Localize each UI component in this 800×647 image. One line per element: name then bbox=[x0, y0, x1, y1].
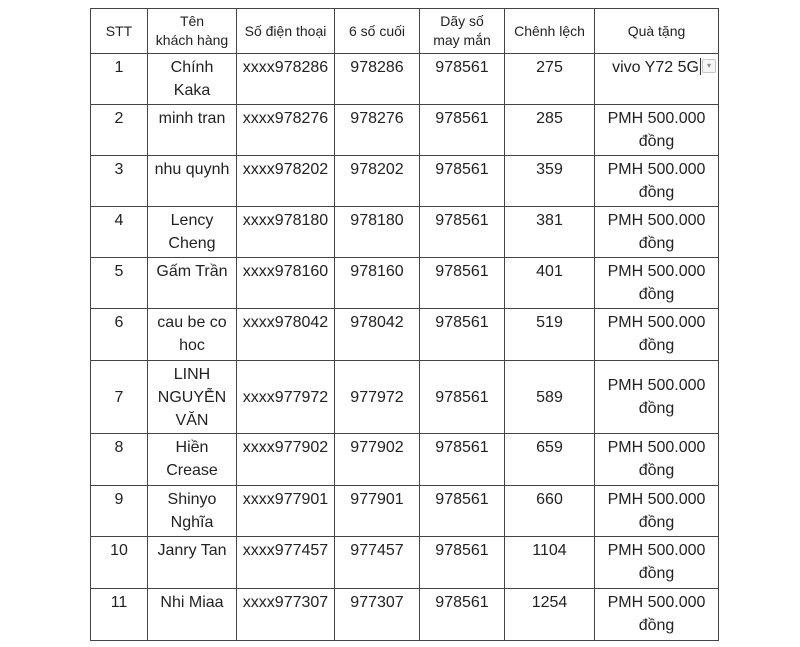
cell-lucky-number: 978561 bbox=[420, 361, 505, 434]
cell-phone: xxxx978042 bbox=[237, 309, 335, 361]
cell-customer-name-line: LINH bbox=[173, 366, 211, 383]
cell-gift bbox=[595, 258, 719, 309]
cell-last-six-digits: 977457 bbox=[335, 537, 420, 589]
cell-last-six-digits: 978202 bbox=[335, 156, 420, 207]
cell-gift-line: PMH 500.000 bbox=[607, 161, 706, 178]
cell-gift-line: PMH 500.000 bbox=[607, 491, 706, 508]
cell-difference: 659 bbox=[505, 434, 595, 486]
cell-difference: 381 bbox=[505, 207, 595, 258]
cell-difference: 660 bbox=[505, 486, 595, 537]
table-row bbox=[91, 207, 719, 258]
cell-gift-line: PMH 500.000 bbox=[607, 439, 706, 456]
cell-stt: 6 bbox=[91, 309, 148, 361]
cell-customer-name bbox=[148, 105, 237, 156]
table-row bbox=[91, 105, 719, 156]
cell-gift-line: đồng bbox=[638, 133, 675, 150]
cell-gift-line: PMH 500.000 bbox=[607, 314, 706, 331]
cell-lucky-number: 978561 bbox=[420, 486, 505, 537]
cell-customer-name-line: Nghĩa bbox=[170, 514, 214, 531]
cell-lucky-number: 978561 bbox=[420, 589, 505, 641]
cell-difference: 1104 bbox=[505, 537, 595, 589]
cell-lucky-number: 978561 bbox=[420, 54, 505, 105]
cell-phone: xxxx977972 bbox=[237, 361, 335, 434]
cell-gift-line: PMH 500.000 bbox=[607, 377, 706, 394]
cell-lucky-number: 978561 bbox=[420, 258, 505, 309]
cell-phone: xxxx978276 bbox=[237, 105, 335, 156]
cell-last-six-digits: 977972 bbox=[335, 361, 420, 434]
cell-gift-line: đồng bbox=[638, 514, 675, 531]
cell-customer-name-line: minh tran bbox=[158, 110, 226, 127]
cell-gift bbox=[595, 105, 719, 156]
cell-customer-name-line: nhu quynh bbox=[154, 161, 230, 178]
cell-gift-line: vivo Y72 5G bbox=[612, 59, 699, 76]
cell-customer-name-line: NGUYỄN bbox=[157, 389, 227, 406]
table-row bbox=[91, 537, 719, 589]
cell-last-six-digits: 978042 bbox=[335, 309, 420, 361]
cell-gift-line: đồng bbox=[638, 286, 675, 303]
text-cursor bbox=[700, 58, 701, 75]
header-lucky-number bbox=[420, 9, 505, 54]
cell-lucky-number: 978561 bbox=[420, 434, 505, 486]
header-row bbox=[91, 9, 719, 54]
cell-gift bbox=[595, 589, 719, 641]
winners-table bbox=[90, 8, 719, 641]
cell-gift-line: đồng bbox=[638, 565, 675, 582]
cell-lucky-number: 978561 bbox=[420, 207, 505, 258]
cell-gift-line: đồng bbox=[638, 617, 675, 634]
table-row bbox=[91, 54, 719, 105]
cell-stt: 5 bbox=[91, 258, 148, 309]
table-header bbox=[91, 9, 719, 54]
cell-customer-name-line: Kaka bbox=[173, 82, 211, 99]
cell-difference: 519 bbox=[505, 309, 595, 361]
cell-difference: 401 bbox=[505, 258, 595, 309]
cell-stt: 11 bbox=[91, 589, 148, 641]
cell-phone: xxxx978286 bbox=[237, 54, 335, 105]
header-difference: Chênh lệch bbox=[505, 9, 595, 54]
cell-last-six-digits: 978180 bbox=[335, 207, 420, 258]
cell-gift-line: PMH 500.000 bbox=[607, 542, 706, 559]
cell-last-six-digits: 978276 bbox=[335, 105, 420, 156]
cell-difference: 285 bbox=[505, 105, 595, 156]
cell-lucky-number: 978561 bbox=[420, 156, 505, 207]
header-lucky-number-line1: Dãy số bbox=[440, 13, 484, 29]
cell-customer-name bbox=[148, 309, 237, 361]
cell-phone: xxxx978202 bbox=[237, 156, 335, 207]
cell-customer-name-line: Nhi Miaa bbox=[160, 594, 224, 611]
cell-gift bbox=[595, 434, 719, 486]
cell-gift-line: đồng bbox=[638, 184, 675, 201]
cell-gift-line: PMH 500.000 bbox=[607, 263, 706, 280]
cell-difference: 1254 bbox=[505, 589, 595, 641]
cell-gift-line: đồng bbox=[638, 337, 675, 354]
cell-gift-line: đồng bbox=[638, 400, 675, 417]
cell-customer-name-line: Janry Tan bbox=[157, 542, 227, 559]
cell-stt: 1 bbox=[91, 54, 148, 105]
header-lucky-number-line2: may mắn bbox=[433, 32, 491, 48]
cell-gift bbox=[595, 156, 719, 207]
cell-gift-line: PMH 500.000 bbox=[607, 110, 706, 127]
cell-customer-name-line: cau be co bbox=[157, 314, 227, 331]
cell-customer-name bbox=[148, 54, 237, 105]
cell-stt: 4 bbox=[91, 207, 148, 258]
cell-customer-name bbox=[148, 434, 237, 486]
cell-customer-name bbox=[148, 486, 237, 537]
cell-customer-name-line: Cheng bbox=[168, 235, 216, 252]
cell-difference: 589 bbox=[505, 361, 595, 434]
table-row bbox=[91, 258, 719, 309]
header-stt: STT bbox=[91, 9, 148, 54]
cell-customer-name-line: Chính bbox=[170, 59, 214, 76]
cell-customer-name bbox=[148, 156, 237, 207]
cell-customer-name-line: Shinyo bbox=[167, 491, 217, 508]
cell-customer-name bbox=[148, 589, 237, 641]
cell-last-six-digits: 977901 bbox=[335, 486, 420, 537]
table-body bbox=[91, 54, 719, 641]
cell-customer-name-line: Gấm Trần bbox=[156, 263, 228, 280]
table-row bbox=[91, 361, 719, 434]
cell-lucky-number: 978561 bbox=[420, 105, 505, 156]
table-row bbox=[91, 309, 719, 361]
cell-customer-name-line: Hiền bbox=[175, 439, 209, 456]
cell-phone: xxxx977902 bbox=[237, 434, 335, 486]
cell-customer-name bbox=[148, 258, 237, 309]
header-last-six-digits: 6 số cuối bbox=[335, 9, 420, 54]
cell-gift bbox=[595, 486, 719, 537]
cell-gift bbox=[595, 361, 719, 434]
header-customer-name-line2: khách hàng bbox=[155, 32, 229, 48]
cell-last-six-digits: 978160 bbox=[335, 258, 420, 309]
cell-lucky-number: 978561 bbox=[420, 537, 505, 589]
cell-customer-name bbox=[148, 361, 237, 434]
cell-gift bbox=[595, 207, 719, 258]
cell-last-six-digits: 977307 bbox=[335, 589, 420, 641]
header-phone: Số điện thoại bbox=[237, 9, 335, 54]
cell-customer-name-line: Lency bbox=[170, 212, 214, 229]
cell-stt: 7 bbox=[91, 361, 148, 434]
header-customer-name-line1: Tên bbox=[179, 13, 205, 29]
cell-phone: xxxx978160 bbox=[237, 258, 335, 309]
cell-customer-name-line: Crease bbox=[166, 462, 218, 479]
cell-gift-line: PMH 500.000 bbox=[607, 212, 706, 229]
cell-customer-name bbox=[148, 207, 237, 258]
cell-phone: xxxx977457 bbox=[237, 537, 335, 589]
table-row bbox=[91, 486, 719, 537]
header-customer-name bbox=[148, 9, 237, 54]
cell-last-six-digits: 977902 bbox=[335, 434, 420, 486]
table-row bbox=[91, 156, 719, 207]
cell-phone: xxxx977307 bbox=[237, 589, 335, 641]
cell-lucky-number: 978561 bbox=[420, 309, 505, 361]
cell-gift-line: đồng bbox=[638, 462, 675, 479]
cell-stt: 2 bbox=[91, 105, 148, 156]
cell-phone: xxxx978180 bbox=[237, 207, 335, 258]
cell-gift-line: đồng bbox=[638, 235, 675, 252]
cell-customer-name-line: hoc bbox=[179, 337, 205, 354]
chevron-down-icon[interactable]: ▾ bbox=[702, 59, 716, 73]
cell-stt: 10 bbox=[91, 537, 148, 589]
header-gift: Quà tặng bbox=[595, 9, 719, 54]
cell-difference: 275 bbox=[505, 54, 595, 105]
cell-phone: xxxx977901 bbox=[237, 486, 335, 537]
cell-last-six-digits: 978286 bbox=[335, 54, 420, 105]
cell-stt: 9 bbox=[91, 486, 148, 537]
table-row bbox=[91, 434, 719, 486]
cell-stt: 3 bbox=[91, 156, 148, 207]
cell-customer-name-line: VĂN bbox=[175, 412, 209, 429]
cell-customer-name bbox=[148, 537, 237, 589]
cell-stt: 8 bbox=[91, 434, 148, 486]
cell-gift bbox=[595, 309, 719, 361]
cell-difference: 359 bbox=[505, 156, 595, 207]
cell-gift[interactable] bbox=[595, 54, 719, 105]
table-row bbox=[91, 589, 719, 641]
cell-gift bbox=[595, 537, 719, 589]
cell-gift-line: PMH 500.000 bbox=[607, 594, 706, 611]
